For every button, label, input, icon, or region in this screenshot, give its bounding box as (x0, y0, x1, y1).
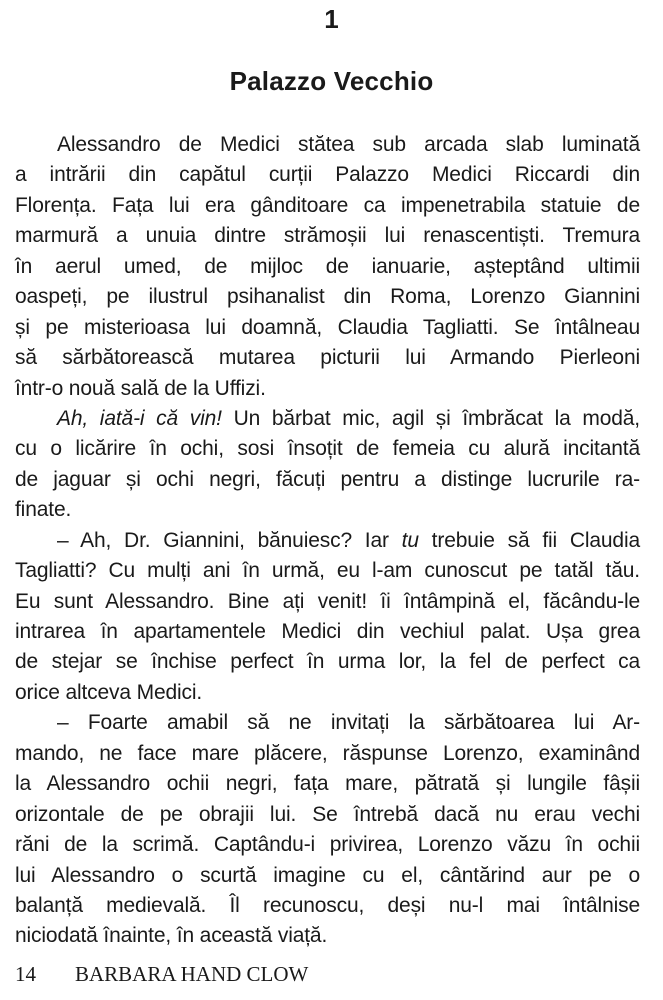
text-segment: să sărbătorească mutarea picturii lui Armando Pierleoni (15, 346, 640, 370)
text-line (15, 495, 640, 525)
text-segment: oaspeți, pe ilustrul psihanalist din Roma, Lorenzo Giannini (15, 285, 640, 309)
text-line (15, 252, 640, 282)
text-line (15, 130, 640, 160)
running-header-author: BARBARA HAND CLOW (75, 962, 309, 986)
chapter-number: 1 (324, 4, 339, 34)
text-line (15, 313, 640, 343)
text-line (15, 891, 640, 921)
text-line (15, 465, 640, 495)
text-line (15, 830, 640, 860)
text-line (15, 708, 640, 738)
chapter-title: Palazzo Vecchio (229, 66, 434, 96)
text-line (15, 739, 640, 769)
text-line (15, 160, 640, 190)
text-segment: intrarea în apartamentele Medici din vechiul palat. Ușa grea (15, 620, 640, 643)
body-text (15, 130, 640, 952)
italic-text: Ah, iată-i că vin! (57, 406, 222, 430)
text-line (15, 921, 640, 951)
text-segment: orice altceva Medici. (15, 680, 203, 704)
page-number: 14 (15, 962, 36, 986)
text-segment: – Ah, Dr. Giannini, bănuiesc? Iar (57, 528, 402, 552)
text-segment: cu o licărire în ochi, sosi însoțit de femeia cu alură incitantă (15, 437, 640, 461)
text-segment: finate. (15, 498, 72, 522)
text-line (15, 404, 640, 434)
text-line (15, 556, 640, 586)
text-line (15, 861, 640, 891)
italic-text: tu (401, 528, 419, 552)
text-segment: și pe misterioasa lui doamnă, Claudia Tagliatti. Se întâlneau (15, 315, 640, 339)
text-segment: orizontale de pe obrajii lui. Se întrebă dacă nu erau vechi (15, 802, 640, 826)
text-line (15, 343, 640, 373)
text-segment: lui Alessandro o scurtă imagine cu el, cântărind aur pe o (15, 863, 640, 887)
text-line (15, 191, 640, 221)
page-footer (15, 962, 308, 987)
text-segment: de stejar se închise perfect în urma lor, la fel de perfect ca (15, 650, 640, 674)
text-line (15, 434, 640, 464)
text-segment: într-o nouă sală de la Uffizi. (15, 376, 266, 400)
text-segment: de jaguar și ochi negri, făcuți pentru a distinge lucrurile ra- (15, 467, 640, 491)
text-segment: balanță medievală. Îl recunoscu, deși nu-l mai întâlnise (15, 893, 640, 917)
text-line (15, 526, 640, 556)
text-line (15, 221, 640, 251)
text-line (15, 587, 640, 617)
text-segment: Alessandro de Medici stătea sub arcada slab luminată (57, 133, 640, 156)
text-segment: Tagliatti? Cu mulți ani în urmă, eu l-am cunoscut pe tatăl tău. (15, 559, 640, 583)
text-segment: Florența. Fața lui era gânditoare ca impenetrabila statuie de (15, 193, 640, 217)
text-segment: Un bărbat mic, agil și îmbrăcat la modă, (221, 406, 640, 430)
text-line (15, 617, 640, 647)
text-segment: răni de la scrimă. Captându-i privirea, Lorenzo văzu în ochii (15, 833, 640, 857)
text-line (15, 647, 640, 677)
text-line (15, 769, 640, 799)
text-segment: trebuie să fii Claudia (418, 528, 640, 552)
text-segment: în aerul umed, de mijloc de ianuarie, așteptând ultimii (15, 254, 640, 278)
text-segment: niciodată înainte, în această viață. (15, 924, 328, 948)
text-segment: a intrării din capătul curții Palazzo Medici Riccardi din (15, 163, 640, 187)
text-line (15, 374, 640, 404)
text-segment: mando, ne face mare plăcere, răspunse Lorenzo, examinând (15, 741, 640, 765)
text-segment: marmură a unuia dintre strămoșii lui renascentiști. Tremura (15, 224, 640, 248)
text-line (15, 678, 640, 708)
text-segment: – Foarte amabil să ne invitați la sărbătoarea lui Ar- (57, 711, 640, 735)
text-line (15, 282, 640, 312)
text-segment: Eu sunt Alessandro. Bine ați venit! îi întâmpină el, făcându-le (15, 589, 640, 613)
text-segment: la Alessandro ochii negri, fața mare, pătrată și lungile fâșii (15, 772, 640, 796)
text-line (15, 800, 640, 830)
